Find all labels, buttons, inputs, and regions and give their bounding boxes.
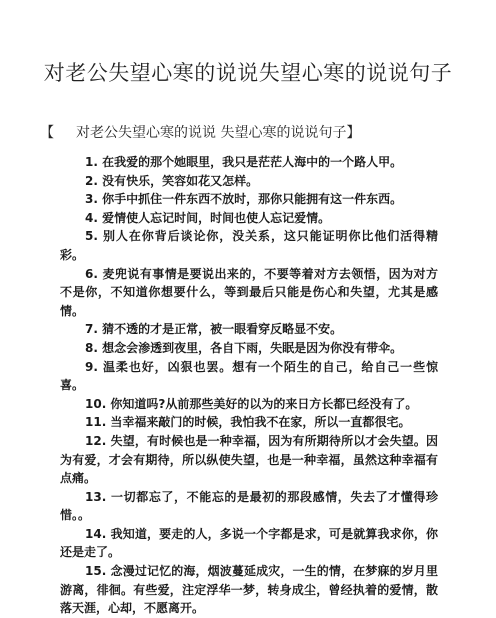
list-item: 15. 念漫过记忆的海，烟波蔓延成灾，一生的情，在梦寐的岁月里游离，徘徊。有些爱，注定浮华一梦，转身成尘，曾经执着的爱情，散落天涯，心却，不愿离开。 xyxy=(60,564,438,616)
list-item: 6. 麦兜说有事情是要说出来的，不要等着对方去领悟，因为对方不是你，不知道你想要什么，等到最后只能是伤心和失望，尤其是感情。 xyxy=(60,266,438,318)
list-item: 1. 在我爱的那个她眼里，我只是茫茫人海中的一个路人甲。 xyxy=(85,155,403,169)
list-item: 2. 没有快乐，笑容如花又怎样。 xyxy=(85,173,259,188)
subtitle-text: 对老公失望心寒的说说 失望心寒的说说句子】 xyxy=(76,125,361,141)
list-item: 9. 温柔也好，凶狠也罢。想有一个陌生的自己，给自己一些惊喜。 xyxy=(60,359,438,393)
subtitle-open-bracket: 【 xyxy=(40,125,54,141)
list-item: 11. 当幸福来敲门的时候，我怕我不在家，所以一直都很宅。 xyxy=(85,415,411,430)
list-item: 5. 别人在你背后谈论你，没关系，这只能证明你比他们活得精彩。 xyxy=(60,229,438,262)
list-item: 10. 你知道吗?从前那些美好的以为的来日方长都已经没有了。 xyxy=(85,396,418,411)
quote-list xyxy=(60,153,438,618)
list-item: 13. 一切都忘了，不能忘的是最初的那段感情，失去了才懂得珍惜。。 xyxy=(60,489,438,523)
list-item: 14. 我知道，要走的人，多说一个字都是求，可是就算我求你，你还是走了。 xyxy=(60,526,438,560)
list-item: 12. 失望，有时候也是一种幸福，因为有所期待所以才会失望。因为有爱，才会有期待，所以纵使失望，也是一种幸福，虽然这种幸福有点痛。 xyxy=(60,433,438,486)
page-title: 对老公失望心寒的说说失望心寒的说说句子 xyxy=(43,61,453,85)
list-item: 8. 想念会渗透到夜里，各自下雨，失眠是因为你没有带伞。 xyxy=(85,340,403,355)
list-item: 4. 爱情使人忘记时间，时间也使人忘记爱情。 xyxy=(85,210,331,225)
list-item: 3. 你手中抓住一件东西不放时，那你只能拥有这一件东西。 xyxy=(85,192,403,207)
subtitle xyxy=(40,123,480,143)
list-item: 7. 猜不透的才是正常，被一眼看穿反略显不安。 xyxy=(85,322,343,337)
